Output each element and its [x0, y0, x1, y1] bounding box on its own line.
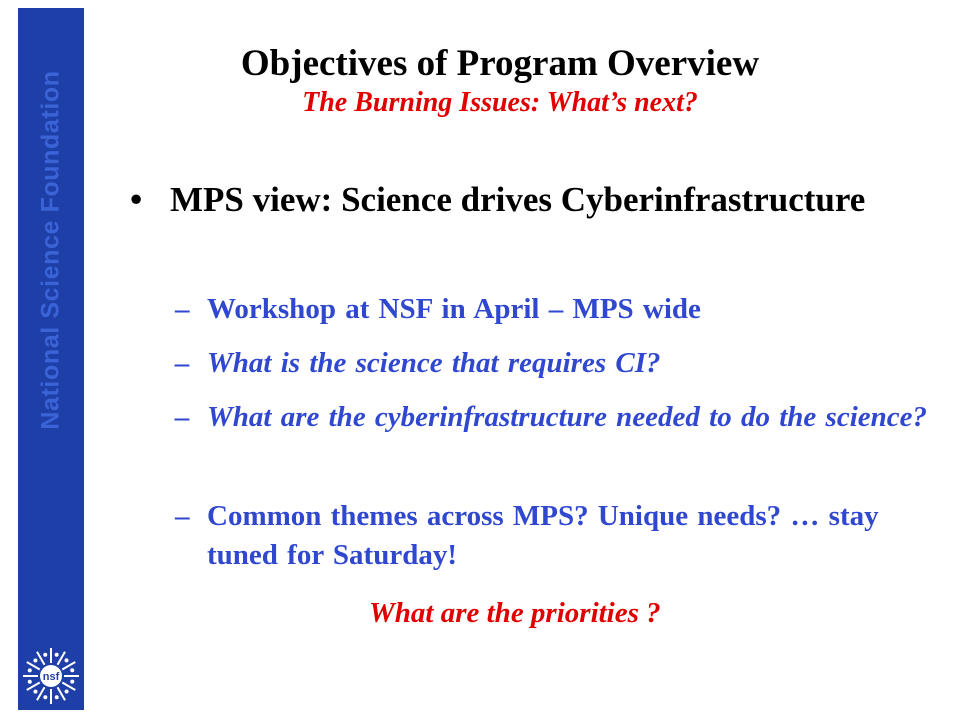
bullet-text: MPS view: Science drives Cyberinfrastructure — [170, 180, 866, 219]
nsf-logo-icon — [20, 645, 82, 707]
sub-item-text: What are the cyberinfrastructure needed to do the science? — [207, 401, 928, 433]
sub-item-text: Common themes across MPS? Unique needs? … stay tuned for Saturday! — [207, 500, 879, 571]
logo-text: nsf — [42, 671, 60, 683]
sub-marker: – — [175, 500, 190, 532]
sub-marker: – — [175, 293, 190, 325]
title-block — [100, 40, 900, 120]
slide-subtitle: The Burning Issues: What’s next? — [302, 87, 698, 118]
sub-marker: – — [175, 347, 190, 379]
org-name: National Science Foundation — [36, 70, 65, 430]
bullet-marker: • — [130, 180, 143, 219]
sidebar — [0, 0, 84, 720]
sub-item-text: Workshop at NSF in April – MPS wide — [207, 293, 701, 325]
sub-item-text: What is the science that requires CI? — [207, 347, 661, 379]
closing-question: What are the priorities ? — [369, 597, 661, 629]
slide-title: Objectives of Program Overview — [240, 43, 760, 84]
sub-marker: – — [175, 401, 190, 433]
